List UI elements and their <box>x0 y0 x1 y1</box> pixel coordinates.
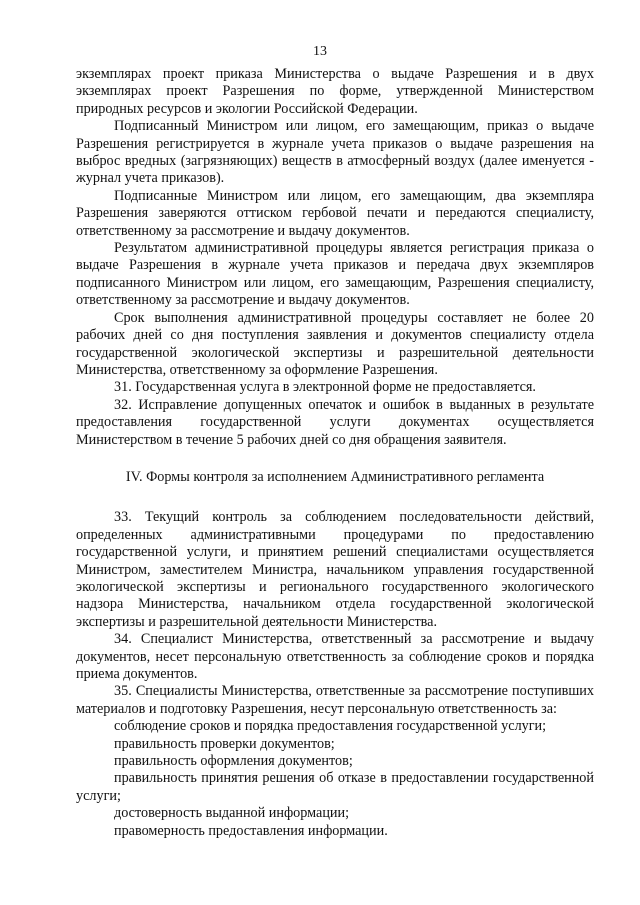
responsibility-list-item: правильность проверки документов; <box>114 735 335 752</box>
paragraph-permit-certification: Подписанные Министром или лицом, его замещающим, два экземпляра Разрешения заверяются оттиском гербовой печати и передаются специалисту, ответственному за рассмотрение и выдачу документов. <box>76 187 594 239</box>
paragraph-31: 31. Государственная услуга в электронной форме не предоставляется. <box>114 379 536 396</box>
paragraph-34: 34. Специалист Министерства, ответственный за рассмотрение и выдачу документов, несет персональную ответственность за соблюдение сроков и порядка приема документов. <box>76 631 594 682</box>
paragraph-35: 35. Специалисты Министерства, ответственные за рассмотрение поступивших материалов и подготовку Разрешения, несут персональную ответственность за: <box>76 683 594 717</box>
paragraph-procedure-result: Результатом административной процедуры является регистрация приказа о выдаче Разрешения в журнале учета приказов и передача двух экземпляров подписанного Министром или лицом, его замещающим, Разрешения специалисту, ответственному за рассмотрение и выдачу документов. <box>76 240 594 309</box>
page-number: 13 <box>313 44 327 59</box>
paragraph-procedure-term: Срок выполнения административной процедуры составляет не более 20 рабочих дней со дня поступления заявления и документов специалисту отдела государственной экологической экспертизы и разрешительной деятельности Министерства, ответственному за оформление Разрешения. <box>76 309 594 378</box>
paragraph-continuation: экземплярах проект приказа Министерства о выдаче Разрешения и в двух экземплярах проект Разрешения по форме, утвержденной Министерством природных ресурсов и экологии Российской Федерации. <box>76 66 594 117</box>
section-heading: IV. Формы контроля за исполнением Административного регламента <box>125 468 545 485</box>
paragraph-32: 32. Исправление допущенных опечаток и ошибок в выданных в результате предоставления государственной услуги документах осуществляется Министерством в течение 5 рабочих дней со дня обращения заявителя. <box>76 396 594 448</box>
paragraph-33: 33. Текущий контроль за соблюдением последовательности действий, определенных административными процедурами по предоставлению государственной услуги, и принятием решений специалистами осуществляется Министром, заместителем Министра, начальником управления государственной экологической экспертизы и регионального государственного экологического надзора Министерства, начальником отдела государственной экологической экспертизы и разрешительной деятельности Министерства. <box>76 509 594 630</box>
document-body <box>76 66 594 840</box>
responsibility-list-item: достоверность выданной информации; <box>114 805 350 822</box>
responsibility-list-item: правильность принятия решения об отказе в предоставлении государственной услуги; <box>76 770 594 804</box>
responsibility-list-item: соблюдение сроков и порядка предоставления государственной услуги; <box>114 718 547 735</box>
paragraph-order-registration: Подписанный Министром или лицом, его замещающим, приказ о выдаче Разрешения регистрируется в журнале учета приказов о выдаче разрешения на выброс вредных (загрязняющих) веществ в атмосферный воздух (далее именуется - журнал учета приказов). <box>76 118 594 187</box>
responsibility-list-item: правомерность предоставления информации. <box>114 822 388 839</box>
responsibility-list-item: правильность оформления документов; <box>114 753 353 770</box>
